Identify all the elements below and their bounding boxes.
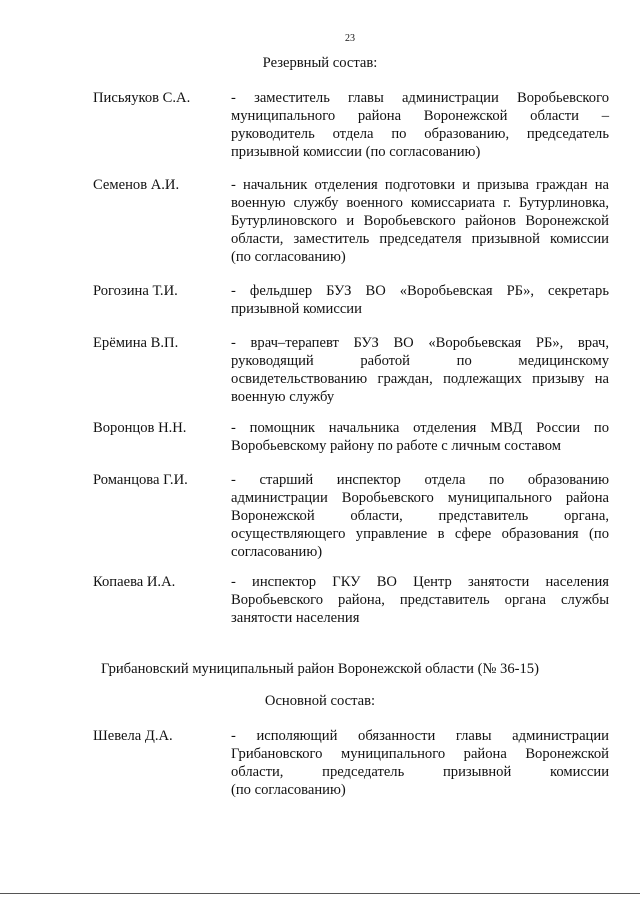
description-line: - начальник отделения подготовки и призыва граждан на bbox=[231, 177, 609, 193]
description-line: - фельдшер БУЗ ВО «Воробьевская РБ», секретарь bbox=[231, 283, 609, 299]
member-name: Романцова Г.И. bbox=[93, 472, 188, 488]
member-name: Семенов А.И. bbox=[93, 177, 180, 193]
description-line: военную службу военного комиссариата г. Бутурлиновка, bbox=[231, 195, 609, 211]
member-name: Письяуков С.А. bbox=[93, 90, 191, 106]
description-line: освидетельствованию граждан, подлежащих призыву на bbox=[231, 371, 609, 387]
member-name: Шевела Д.А. bbox=[93, 728, 173, 744]
description-line: согласованию) bbox=[231, 544, 323, 560]
member-description bbox=[231, 282, 609, 318]
description-line: - помощник начальника отделения МВД России по bbox=[231, 420, 609, 436]
description-line: военную службу bbox=[231, 389, 335, 405]
description-line: Бутурлиновского и Воробьевского районов Воронежской bbox=[231, 213, 609, 229]
member-description bbox=[231, 176, 609, 266]
description-line: (по согласованию) bbox=[231, 249, 346, 265]
description-line: области, заместитель председателя призывной комиссии bbox=[231, 231, 609, 247]
description-line: - старший инспектор отдела по образованию bbox=[231, 472, 609, 488]
member-name: Рогозина Т.И. bbox=[93, 283, 178, 299]
description-line: области, председатель призывной комиссии bbox=[231, 764, 609, 780]
description-line: Грибановского муниципального района Воронежской bbox=[231, 746, 609, 762]
description-line: - заместитель главы администрации Воробьевского bbox=[231, 90, 609, 106]
member-description bbox=[231, 419, 609, 455]
member-description bbox=[231, 334, 609, 406]
member-name: Ерёмина В.П. bbox=[93, 335, 179, 351]
member-description bbox=[231, 471, 609, 561]
description-line: Воробьевскому району по работе с личным составом bbox=[231, 438, 561, 454]
description-line: - инспектор ГКУ ВО Центр занятости населения bbox=[231, 574, 609, 590]
reserve-heading: Резервный состав: bbox=[262, 55, 378, 71]
description-line: занятости населения bbox=[231, 610, 360, 626]
main-heading: Основной состав: bbox=[264, 693, 376, 709]
description-line: призывной комиссии bbox=[231, 301, 362, 317]
member-name: Воронцов Н.Н. bbox=[93, 420, 187, 436]
district-heading: Грибановский муниципальный район Воронежской области (№ 36-15) bbox=[101, 661, 539, 677]
description-line: руководитель отдела по образованию, председатель bbox=[231, 126, 609, 142]
description-line: - исполяющий обязанности главы администрации bbox=[231, 728, 609, 744]
description-line: Воробьевского района, представитель органа службы bbox=[231, 592, 609, 608]
description-line: - врач–терапевт БУЗ ВО «Воробьевская РБ», врач, bbox=[231, 335, 609, 351]
member-description bbox=[231, 89, 609, 161]
member-description bbox=[231, 573, 609, 627]
description-line: администрации Воробьевского муниципального района bbox=[231, 490, 609, 506]
description-line: муниципального района Воронежской области – bbox=[231, 108, 609, 124]
description-line: осуществляющего управление в сфере образования (по bbox=[231, 526, 609, 542]
page-number: 23 bbox=[345, 33, 355, 44]
member-description bbox=[231, 727, 609, 799]
description-line: призывной комиссии (по согласованию) bbox=[231, 144, 481, 160]
member-name: Копаева И.А. bbox=[93, 574, 176, 590]
description-line: Воронежской области, представитель органа, bbox=[231, 508, 609, 524]
description-line: руководящий работой по медицинскому bbox=[231, 353, 609, 369]
bottom-rule bbox=[0, 893, 640, 894]
description-line: (по согласованию) bbox=[231, 782, 346, 798]
